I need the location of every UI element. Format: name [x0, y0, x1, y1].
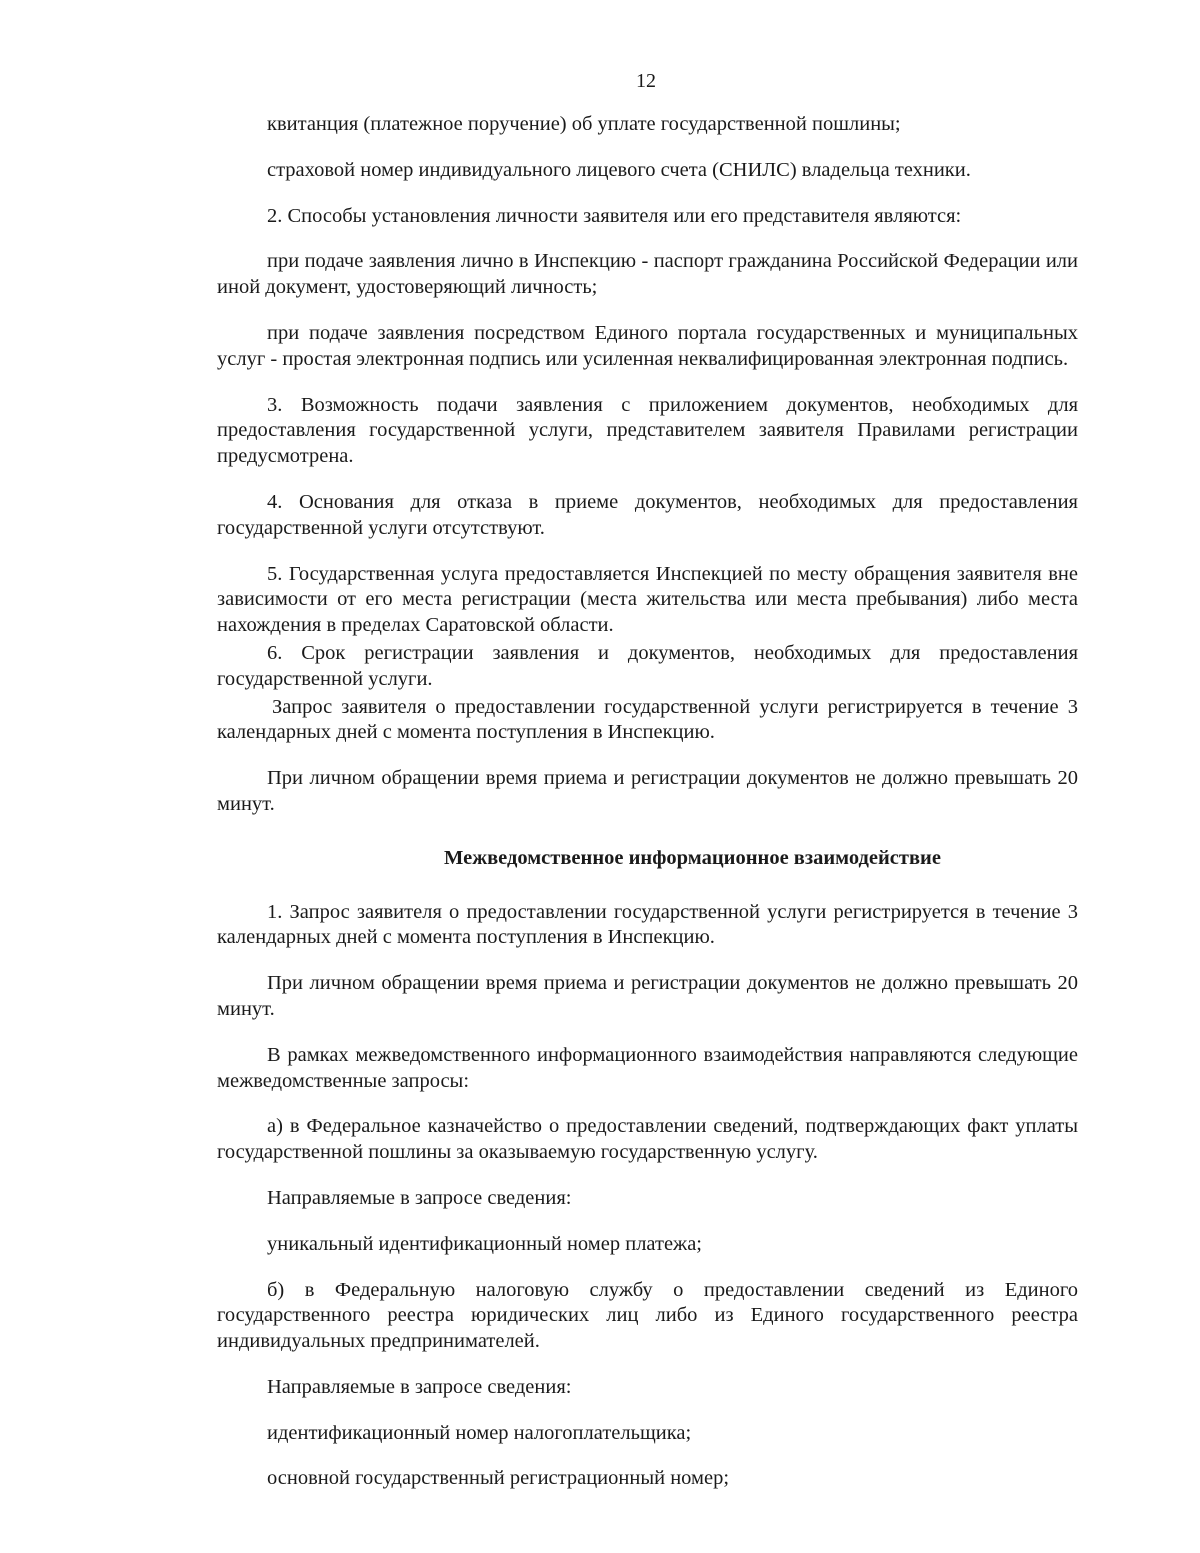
- paragraph-refusal-grounds: 4. Основания для отказа в приеме документов, необходимых для предоставления государственной услуги отсутствуют.: [217, 490, 1078, 539]
- paragraph-representative: 3. Возможность подачи заявления с приложением документов, необходимых для предоставления государственной услуги, представителем заявителя Правилами регистрации предусмотрена.: [217, 393, 1078, 468]
- paragraph-interagency-visit-time: При личном обращении время приема и регистрации документов не должно превышать 20 минут.: [217, 972, 1078, 1020]
- section-heading: Межведомственное информационное взаимодействие: [444, 846, 941, 869]
- paragraph-request-registration: Запрос заявителя о предоставлении государственной услуги регистрируется в течение 3 календарных дней с момента поступления в Инспекцию.: [217, 695, 1078, 744]
- paragraph-registration-term: 6. Срок регистрации заявления и документов, необходимых для предоставления государственной услуги.: [217, 641, 1078, 690]
- paragraph-identity-portal: при подаче заявления посредством Единого портала государственных и муниципальных услуг - простая электронная подпись или усиленная неквалифицированная электронная подпись.: [217, 321, 1078, 370]
- paragraph-ogrn: основной государственный регистрационный номер;: [267, 1467, 730, 1490]
- page-number: 12: [636, 70, 656, 92]
- paragraph-request-info-label-a: Направляемые в запросе сведения:: [267, 1186, 572, 1209]
- paragraph-interagency-request-registration: 1. Запрос заявителя о предоставлении государственной услуги регистрируется в течение 3 календарных дней с момента поступления в Инспекцию.: [217, 900, 1078, 949]
- paragraph-interagency-requests: В рамках межведомственного информационного взаимодействия направляются следующие межведомственные запросы:: [217, 1043, 1078, 1092]
- paragraph-personal-visit-time: При личном обращении время приема и регистрации документов не должно превышать 20 минут.: [217, 767, 1078, 815]
- paragraph-payment-id: уникальный идентификационный номер платежа;: [267, 1232, 703, 1255]
- paragraph-tax-service-request: б) в Федеральную налоговую службу о предоставлении сведений из Единого государственного реестра юридических лиц либо из Единого государственного реестра индивидуальных предпринимателей.: [217, 1278, 1078, 1353]
- paragraph-inn: идентификационный номер налогоплательщика;: [267, 1421, 692, 1444]
- paragraph-identity-methods: 2. Способы установления личности заявителя или его представителя являются:: [267, 204, 962, 227]
- paragraph-receipt: квитанция (платежное поручение) об уплате государственной пошлины;: [267, 113, 901, 135]
- paragraph-request-info-label-b: Направляемые в запросе сведения:: [267, 1375, 572, 1398]
- paragraph-snils: страховой номер индивидуального лицевого счета (СНИЛС) владельца техники.: [267, 158, 971, 181]
- paragraph-service-place: 5. Государственная услуга предоставляется Инспекцией по месту обращения заявителя вне зависимости от его места регистрации (места жительства или места пребывания) либо места нахождения в пределах Саратовской области.: [217, 562, 1078, 637]
- paragraph-identity-in-person: при подаче заявления лично в Инспекцию - паспорт гражданина Российской Федерации или иной документ, удостоверяющий личность;: [217, 250, 1078, 299]
- paragraph-treasury-request: а) в Федеральное казначейство о предоставлении сведений, подтверждающих факт уплаты государственной пошлины за оказываемую государственную услугу.: [217, 1115, 1078, 1164]
- document-body: [217, 112, 1078, 1492]
